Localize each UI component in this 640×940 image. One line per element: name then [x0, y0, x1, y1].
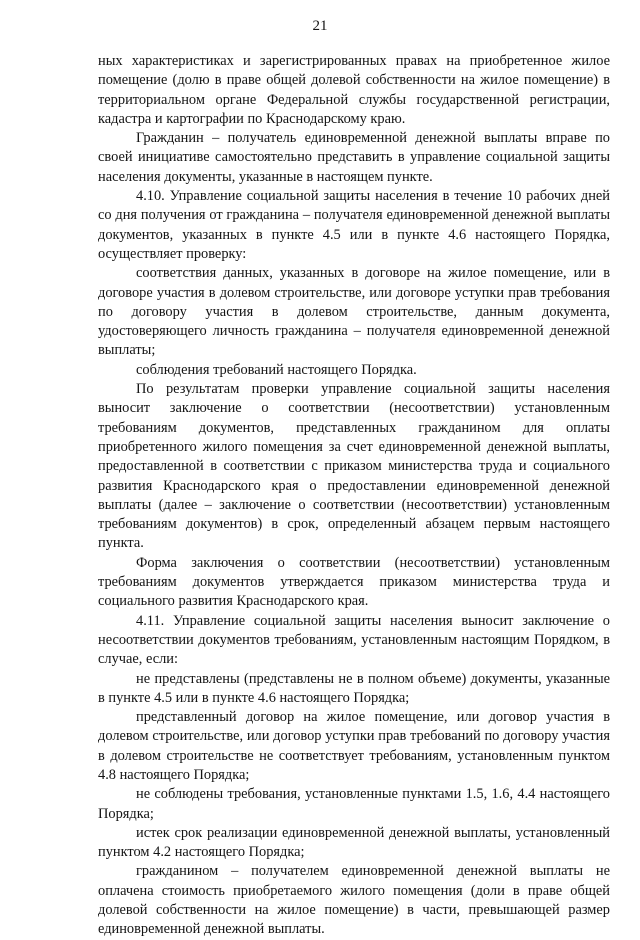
paragraph-condition-not-paid: гражданином – получателем единовременной денежной выплаты не оплачена стоимость приобретаемого жилого помещения (доли в праве общей долевой собственности на жилое помещение) в части, превышающей размер единовременной денежной выплаты. — [98, 863, 610, 938]
paragraph-check-results: По результатам проверки управление социальной защиты населения выносит заключение о соответствии (несоответствии) установленным требованиям документов, представленных гражданином для оплаты приобретенного жилого помещения за счет единовременной денежной выплаты, предоставленной в соответствии с приказом министерства труда и социального развития Краснодарского края о предоставлении единовременной денежной выплаты (далее – заключение о соответствии (несоответствии) установленным требованиям документов) в срок, определенный абзацем первым настоящего пункта. — [98, 381, 610, 552]
paragraph-condition-contract-mismatch: представленный договор на жилое помещение, или договор участия в долевом строительстве, или договор уступки прав требований по договору участия в долевом строительстве не соответствует требованиям, установленным пунктом 4.8 настоящего Порядка; — [98, 709, 610, 783]
paragraph-continuation: ных характеристиках и зарегистрированных правах на приобретенное жилое помещение (долю в праве общей долевой собственности на жилое помещение) в территориальном органе Федеральной службы государственной регистрации, кадастра и картографии по Краснодарскому краю. — [98, 53, 610, 127]
page-number: 21 — [312, 18, 328, 34]
paragraph-clause-4-10: 4.10. Управление социальной защиты населения в течение 10 рабочих дней со дня получения от гражданина – получателя единовременной денежной выплаты документов, указанных в пункте 4.5 или в пункте 4.6 настоящего Порядка, осуществляет проверку: — [98, 188, 610, 262]
paragraph-condition-requirements-not-met: не соблюдены требования, установленные пунктами 1.5, 1.6, 4.4 настоящего Порядка; — [98, 786, 610, 822]
document-body — [98, 52, 610, 940]
paragraph-condition-term-expired: истек срок реализации единовременной денежной выплаты, установленный пунктом 4.2 настоящего Порядка; — [98, 824, 610, 861]
paragraph-check-data-match: соответствия данных, указанных в договоре на жилое помещение, или в договоре участия в долевом строительстве, или договоре уступки прав требования по договору участия в долевом строительстве, данным документа, удостоверяющего личность гражданина – получателя единовременной денежной выплаты; — [98, 265, 610, 359]
paragraph-conclusion-form: Форма заключения о соответствии (несоответствии) установленным требованиям документов утверждается приказом министерства труда и социального развития Краснодарского края. — [98, 554, 610, 610]
paragraph-check-requirements: соблюдения требований настоящего Порядка. — [136, 361, 417, 378]
paragraph-clause-4-11: 4.11. Управление социальной защиты населения выносит заключение о несоответствии документов требованиям, установленным настоящим Порядком, в случае, если: — [98, 612, 610, 668]
paragraph-condition-documents-missing: не представлены (представлены не в полном объеме) документы, указанные в пункте 4.5 или в пункте 4.6 настоящего Порядка; — [98, 670, 610, 706]
paragraph-citizen-right: Гражданин – получатель единовременной денежной выплаты вправе по своей инициативе самостоятельно представить в управление социальной защиты населения документы, указанные в настоящем пункте. — [98, 130, 610, 185]
